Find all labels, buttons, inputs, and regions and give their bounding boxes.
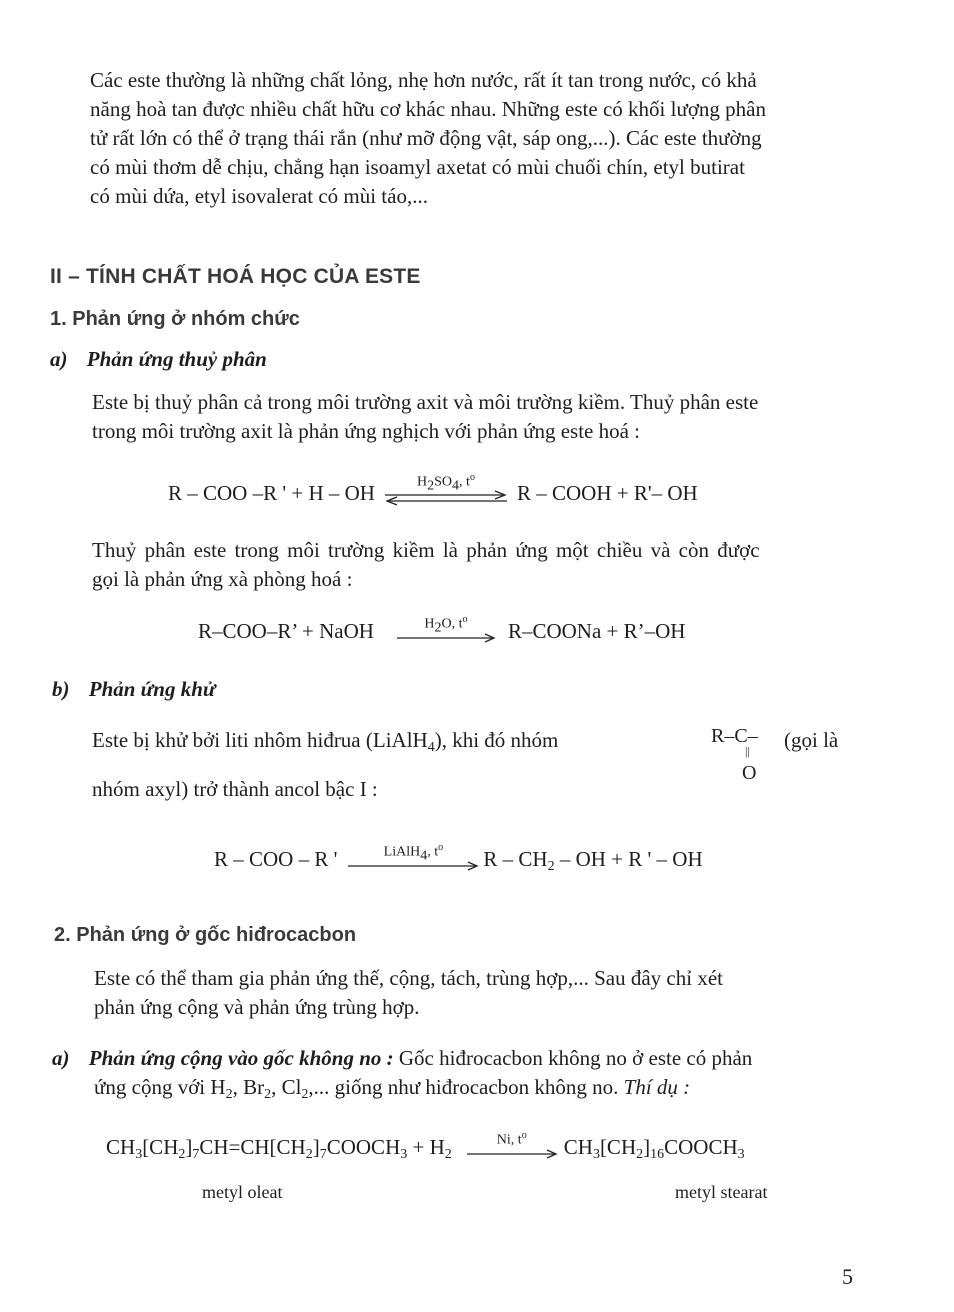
arrow-condition: LiAlH$_4$, $t^o$ xyxy=(383,842,444,864)
arrow xyxy=(466,1128,558,1160)
item-title: Phản ứng cộng vào gốc không no : xyxy=(88,1046,394,1070)
caption-metyl-oleat: metyl oleat xyxy=(202,1182,283,1202)
item-label: a) xyxy=(50,347,68,371)
item-label: b) xyxy=(52,677,70,701)
arrow xyxy=(396,612,496,644)
item-title: Phản ứng khử xyxy=(88,677,216,701)
eq-left: R–COO–R’ + NaOH xyxy=(198,618,374,643)
right-arrow-icon xyxy=(347,860,479,872)
item-a-heading xyxy=(50,347,267,372)
eq-right: R–COONa + R’–OH xyxy=(507,618,686,643)
reduction-paragraph-line2: nhóm axyl) trở thành ancol bậc I : xyxy=(92,777,378,801)
addition-paragraph-line1: a) Phản ứng cộng vào gốc không no : Gốc hiđrocacbon không no ở este có phản xyxy=(52,1046,753,1070)
hydrocarbon-paragraph xyxy=(94,964,854,1022)
right-arrow-icon xyxy=(466,1148,558,1160)
para-line: trong môi trường axit là phản ứng nghịch với phản ứng este hoá : xyxy=(92,419,641,443)
arrow xyxy=(347,840,479,872)
saponification-paragraph xyxy=(92,536,852,594)
eq-left: R – COO – R ' xyxy=(214,846,338,871)
equation-hydrogenation xyxy=(106,1128,745,1160)
intro-line: có mùi dứa, etyl isovalerat có mùi táo,... xyxy=(90,184,428,208)
reduction-paragraph-line1: Este bị khử bởi liti nhôm hiđrua (LiAlH$_4$), khi đó nhóm xyxy=(92,728,559,755)
equation-acid-hydrolysis xyxy=(168,470,698,506)
intro-paragraph xyxy=(90,66,852,211)
intro-line: có mùi thơm dễ chịu, chẳng hạn isoamyl axetat có mùi chuối chín, etyl butirat xyxy=(90,155,745,179)
equation-saponification xyxy=(198,612,685,644)
eq-left: $CH_3[CH_2]_7CH=CH[CH_2]_7COOCH_3 + H_2$ xyxy=(106,1134,452,1162)
intro-line: năng hoà tan được nhiều chất hữu cơ khác nhau. Những este có khối lượng phân xyxy=(90,97,766,121)
acyl-group-formula: R–C– || O xyxy=(711,725,758,784)
caption-metyl-stearat: metyl stearat xyxy=(675,1182,768,1202)
reversible-arrow xyxy=(383,470,509,506)
intro-line: tử rất lớn có thể ở trạng thái rắn (như mỡ động vật, sáp ong,...). Các este thường xyxy=(90,126,762,150)
equation-reduction xyxy=(214,840,703,872)
eq-right: R – $CH_2$ – OH + R ' – OH xyxy=(483,846,703,874)
eq-left: R – COO –R ' + H – OH xyxy=(168,480,375,505)
eq-right: $CH_3[CH_2]_{16}COOCH_3$ xyxy=(563,1134,745,1162)
page-number: 5 xyxy=(842,1264,853,1289)
para-line: Este bị thuỷ phân cả trong môi trường axit và môi trường kiềm. Thuỷ phân este xyxy=(92,390,759,414)
right-arrow-icon xyxy=(396,632,496,644)
item-b-heading xyxy=(52,677,215,702)
arrow-condition: $H_2O$, $t^o$ xyxy=(424,614,468,636)
para-line: gọi là phản ứng xà phòng hoá : xyxy=(92,567,353,591)
section-heading: II – TÍNH CHẤT HOÁ HỌC CỦA ESTE xyxy=(50,265,421,288)
reduction-paragraph-tail: (gọi là xyxy=(784,728,839,752)
hydrolysis-paragraph xyxy=(92,388,852,446)
para-line: phản ứng cộng và phản ứng trùng hợp. xyxy=(94,995,420,1019)
para-line: Thuỷ phân este trong môi trường kiềm là phản ứng một chiều và còn được xyxy=(92,538,760,562)
arrow-condition: $H_2SO_4$, $t^o$ xyxy=(417,472,475,494)
intro-line: Các este thường là những chất lỏng, nhẹ hơn nước, rất ít tan trong nước, có khả xyxy=(90,68,757,92)
subsection-heading-2: 2. Phản ứng ở gốc hiđrocacbon xyxy=(54,924,357,946)
arrow-condition: Ni, $t^o$ xyxy=(496,1130,527,1148)
item-label: a) xyxy=(52,1046,70,1070)
addition-paragraph-line2: ứng cộng với $H_2$, $Br_2$, $Cl_2$,... giống như hiđrocacbon không no. Thí dụ : xyxy=(94,1075,691,1102)
eq-right: R – COOH + R'– OH xyxy=(516,480,698,505)
subsection-heading-1: 1. Phản ứng ở nhóm chức xyxy=(50,308,300,330)
item-title: Phản ứng thuỷ phân xyxy=(86,347,267,371)
para-line: Este có thể tham gia phản ứng thế, cộng, tách, trùng hợp,... Sau đây chỉ xét xyxy=(94,966,723,990)
equilibrium-arrows-icon xyxy=(383,490,509,506)
